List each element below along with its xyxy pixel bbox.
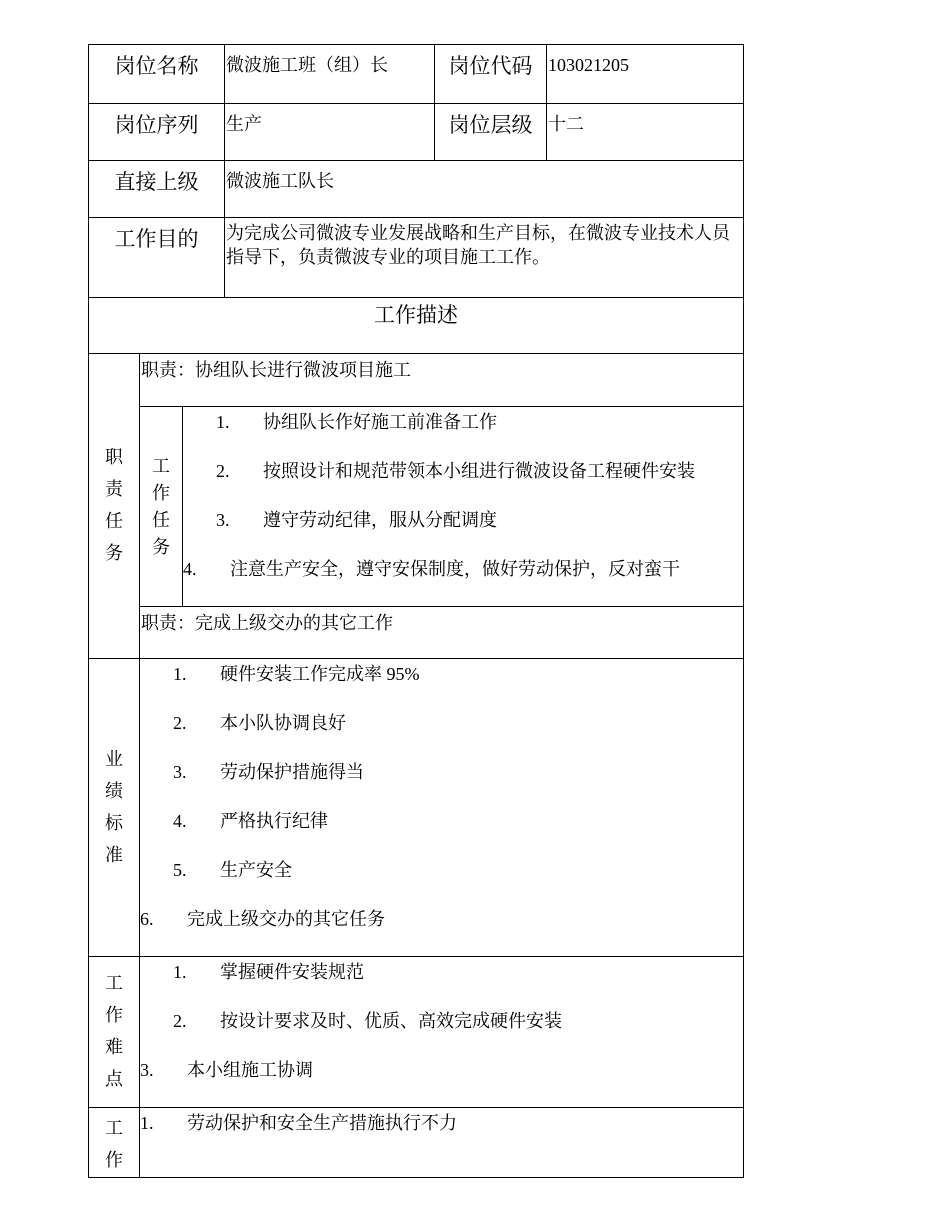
list-item-number: 4. bbox=[173, 811, 187, 831]
last-section-side-char: 作 bbox=[105, 1150, 123, 1171]
list-item-number: 1. bbox=[140, 1113, 154, 1133]
performance-side-char: 标 bbox=[105, 812, 123, 834]
list-item-number: 3. bbox=[173, 762, 187, 782]
list-item-text: 完成上级交办的其它任务 bbox=[187, 909, 385, 929]
performance-side-char: 业 bbox=[105, 748, 123, 770]
list-item bbox=[140, 662, 743, 711]
tasks-side-label bbox=[140, 407, 183, 607]
list-item bbox=[183, 557, 743, 606]
list-item-text: 硬件安装工作完成率 95% bbox=[220, 664, 420, 684]
list-item-text: 协组队长作好施工前准备工作 bbox=[263, 412, 497, 432]
list-item-number: 6. bbox=[140, 909, 154, 929]
row-tasks bbox=[89, 407, 744, 607]
position-code-value: 103021205 bbox=[547, 45, 744, 104]
list-item-text: 本小组施工协调 bbox=[187, 1060, 313, 1080]
list-item-text: 按照设计和规范带领本小组进行微波设备工程硬件安装 bbox=[263, 461, 695, 481]
list-item-text: 生产安全 bbox=[220, 860, 292, 880]
list-item bbox=[140, 960, 743, 1009]
list-item-text: 注意生产安全，遵守安保制度，做好劳动保护，反对蛮干 bbox=[230, 559, 680, 579]
list-item bbox=[140, 858, 743, 907]
list-item-text: 严格执行纪律 bbox=[220, 811, 328, 831]
purpose-value: 为完成公司微波专业发展战略和生产目标，在微波专业技术人员指导下，负责微波专业的项目施工工作。 bbox=[225, 218, 744, 298]
list-item bbox=[183, 459, 743, 508]
tasks-side-char: 务 bbox=[152, 536, 170, 558]
row-work-description-title bbox=[89, 298, 744, 354]
list-item-number: 5. bbox=[173, 860, 187, 880]
list-item-number: 1. bbox=[216, 412, 230, 432]
list-item-text: 遵守劳动纪律，服从分配调度 bbox=[263, 510, 497, 530]
difficulties-side-char: 难 bbox=[105, 1037, 123, 1058]
difficulties-side-label bbox=[89, 957, 140, 1108]
performance-list bbox=[140, 662, 743, 956]
row-last-section bbox=[89, 1108, 744, 1178]
difficulties-side-char: 点 bbox=[105, 1069, 123, 1090]
list-item-text: 劳动保护措施得当 bbox=[220, 762, 364, 782]
list-item-number: 1. bbox=[173, 664, 187, 684]
list-item-text: 本小队协调良好 bbox=[220, 713, 346, 733]
duties-side-char: 务 bbox=[105, 543, 123, 564]
purpose-label: 工作目的 bbox=[89, 218, 225, 298]
row-difficulties bbox=[89, 957, 744, 1108]
tasks-list bbox=[183, 410, 743, 606]
supervisor-label: 直接上级 bbox=[89, 161, 225, 218]
list-item-number: 2. bbox=[173, 713, 187, 733]
list-item bbox=[140, 1111, 743, 1160]
duty-1-text: 职责：协组队长进行微波项目施工 bbox=[140, 354, 744, 407]
last-section-list-cell bbox=[140, 1108, 744, 1178]
list-item bbox=[140, 711, 743, 760]
difficulties-side-char: 作 bbox=[105, 1005, 123, 1026]
list-item-text: 劳动保护和安全生产措施执行不力 bbox=[187, 1113, 457, 1133]
list-item-number: 2. bbox=[216, 461, 230, 481]
performance-list-cell bbox=[140, 659, 744, 957]
duties-side-char: 责 bbox=[105, 479, 123, 500]
tasks-side-char: 任 bbox=[152, 509, 170, 531]
supervisor-value: 微波施工队长 bbox=[225, 161, 744, 218]
last-section-side-char: 工 bbox=[105, 1118, 123, 1139]
list-item bbox=[140, 809, 743, 858]
difficulties-list bbox=[140, 960, 743, 1107]
position-code-label: 岗位代码 bbox=[435, 45, 547, 104]
sequence-value: 生产 bbox=[225, 104, 435, 161]
list-item-number: 3. bbox=[216, 510, 230, 530]
last-section-side-label bbox=[89, 1108, 140, 1178]
row-duty-1 bbox=[89, 354, 744, 407]
duties-side-char: 职 bbox=[105, 447, 123, 468]
row-performance bbox=[89, 659, 744, 957]
list-item-number: 1. bbox=[173, 962, 187, 982]
duties-side-label bbox=[89, 354, 140, 659]
row-supervisor bbox=[89, 161, 744, 218]
list-item bbox=[183, 508, 743, 557]
row-sequence bbox=[89, 104, 744, 161]
tasks-side-char: 作 bbox=[152, 482, 170, 504]
performance-side-label bbox=[89, 659, 140, 957]
list-item-number: 3. bbox=[140, 1060, 154, 1080]
duties-side-char: 任 bbox=[105, 511, 123, 532]
difficulties-side-char: 工 bbox=[105, 973, 123, 994]
list-item bbox=[140, 1058, 743, 1107]
position-name-label: 岗位名称 bbox=[89, 45, 225, 104]
job-description-form bbox=[88, 44, 744, 1178]
list-item-text: 掌握硬件安装规范 bbox=[220, 962, 364, 982]
list-item bbox=[140, 1009, 743, 1058]
list-item bbox=[140, 760, 743, 809]
row-purpose bbox=[89, 218, 744, 298]
duty-2-text: 职责：完成上级交办的其它工作 bbox=[140, 607, 744, 659]
list-item-number: 4. bbox=[183, 559, 197, 579]
list-item-text: 按设计要求及时、优质、高效完成硬件安装 bbox=[220, 1011, 562, 1031]
tasks-side-char: 工 bbox=[152, 455, 170, 477]
last-section-list bbox=[140, 1111, 743, 1160]
row-duty-2 bbox=[89, 607, 744, 659]
list-item-number: 2. bbox=[173, 1011, 187, 1031]
difficulties-list-cell bbox=[140, 957, 744, 1108]
performance-side-char: 准 bbox=[105, 844, 123, 866]
list-item bbox=[140, 907, 743, 956]
performance-side-char: 绩 bbox=[105, 780, 123, 802]
row-position-name bbox=[89, 45, 744, 104]
level-label: 岗位层级 bbox=[435, 104, 547, 161]
work-description-title: 工作描述 bbox=[89, 298, 744, 354]
sequence-label: 岗位序列 bbox=[89, 104, 225, 161]
level-value: 十二 bbox=[547, 104, 744, 161]
tasks-list-cell bbox=[183, 407, 744, 607]
list-item bbox=[183, 410, 743, 459]
position-name-value: 微波施工班（组）长 bbox=[225, 45, 435, 104]
